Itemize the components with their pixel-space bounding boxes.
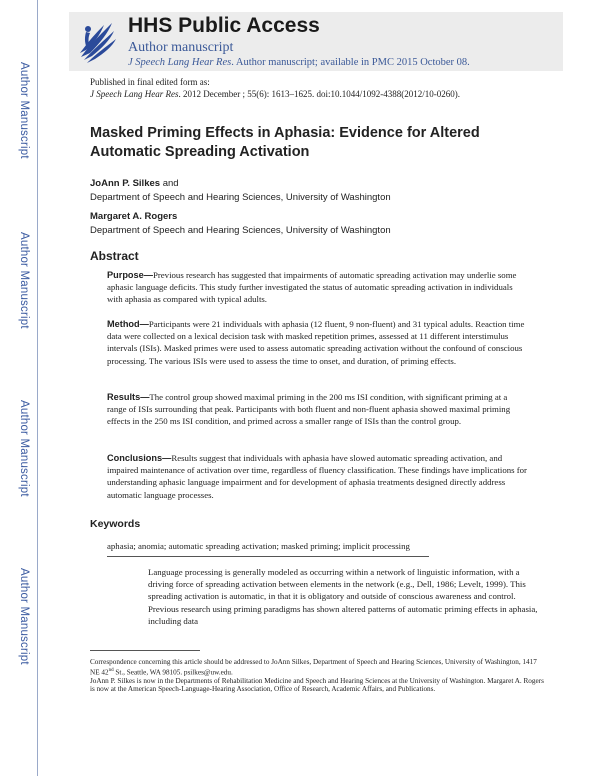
citation-rest: . Author manuscript; available in PMC 2015 October 08.: [231, 57, 470, 68]
results-text: The control group showed maximal priming in the 200 ms ISI condition, with significant priming at a range of ISIs surrounding that peak. Participants with both fluent and non-fluent aphasia showed maximal priming effects in the 250 ms ISI condition, and primed across a smaller range of ISIs than the control group.: [107, 392, 511, 427]
sidebar-label: Author Manuscript: [18, 232, 30, 329]
footnote-rule: [90, 650, 200, 651]
author-manuscript-label: Author manuscript: [128, 40, 234, 55]
conclusions-label: Conclusions—: [107, 453, 172, 463]
sidebar-label: Author Manuscript: [18, 62, 30, 159]
intro-paragraph: Language processing is generally modeled as occurring within a network of linguistic information, with a driving force of spreading activation between elements in the network (e.g., Dell, 1986; Levelt, 1999). This spreading activation is automatic, in that it is obligatory and outside of conscious awareness and control. Previous research using priming paradigms has shown altered patterns of automatic priming effects in aphasia, including data: [148, 567, 538, 626]
publication-details: . 2012 December ; 55(6): 1613–1625. doi:10.1044/1092-4388(2012/10-0260).: [178, 89, 460, 99]
purpose-text: Previous research has suggested that impairments of automatic spreading activation may underlie some aphasic language deficits. This study further investigated the status of automatic spreading activation in individuals with aphasia as compared with typical adults.: [107, 270, 517, 305]
sidebar-divider: [37, 0, 38, 776]
correspondence-note: [90, 658, 545, 677]
author-name: Margaret A. Rogers: [90, 211, 178, 222]
author-conjunction: and: [160, 178, 179, 189]
publication-journal: J Speech Lang Hear Res: [90, 89, 179, 99]
keywords-heading: Keywords: [90, 518, 141, 530]
abstract-conclusions: [107, 452, 527, 501]
author-note: JoAnn P. Silkes is now in the Departments of Rehabilitation Medicine and Speech and Hearing Sciences at the University of Washington. Margaret A. Rogers is now at the American Speech-Language-Hearing Association, Office of Research, Academic Affairs, and Publications.: [90, 676, 544, 694]
correspondence-sup: nd: [108, 667, 114, 673]
conclusions-text: Results suggest that individuals with aphasia have slowed automatic spreading activation, and impaired maintenance of activation over time, regardless of fluency classification. These findings have implications for understanding aphasic language impairment and for development of aphasia treatments designed directly address automatic language processes.: [107, 453, 527, 500]
published-form-label: Published in final edited form as:: [90, 77, 210, 87]
keywords-list: aphasia; anomia; automatic spreading activation; masked priming; implicit processing: [107, 541, 410, 551]
method-label: Method—: [107, 319, 149, 329]
sidebar-label: Author Manuscript: [18, 568, 30, 665]
author-name: JoAnn P. Silkes: [90, 178, 161, 189]
hhs-public-access-title: HHS Public Access: [128, 14, 320, 37]
article-title: Masked Priming Effects in Aphasia: Evidence for Altered Automatic Spreading Activation: [90, 125, 480, 160]
citation-journal: J Speech Lang Hear Res: [128, 57, 232, 68]
author-line: [90, 178, 179, 189]
author-affiliation: Department of Speech and Hearing Sciences, University of Washington: [90, 225, 391, 236]
method-text: Participants were 21 individuals with aphasia (12 fluent, 9 non-fluent) and 31 typical adults. Reaction time data were collected on a lexical decision task with masked repetition primes, assessed at 11 different interstimulus intervals (ISIs). Masked primes were used to assess automatic spreading activation without the confound of conscious processing. The various ISIs were used to assess the time to onset, and duration, of priming effects.: [107, 319, 525, 366]
footnotes: [90, 658, 545, 694]
abstract-results: [107, 391, 527, 428]
purpose-label: Purpose—: [107, 270, 153, 280]
author-line: [90, 211, 177, 222]
correspondence-text-b: St., Seattle, WA 98105. psilkes@uw.edu.: [113, 667, 233, 676]
author-affiliation: Department of Speech and Hearing Sciences, University of Washington: [90, 192, 391, 203]
sidebar-label: Author Manuscript: [18, 400, 30, 497]
manuscript-citation: [128, 57, 470, 68]
abstract-purpose: [107, 269, 527, 306]
publication-citation: [90, 89, 460, 99]
abstract-heading: Abstract: [90, 249, 139, 263]
section-divider: [107, 556, 429, 557]
abstract-method: [107, 318, 527, 367]
correspondence-text-a: Correspondence concerning this article should be addressed to JoAnn Silkes, Department of Speech and Hearing Sciences, University of Washington, 1417 NE 42: [90, 658, 537, 676]
hhs-eagle-logo-icon: [78, 17, 118, 65]
results-label: Results—: [107, 392, 150, 402]
